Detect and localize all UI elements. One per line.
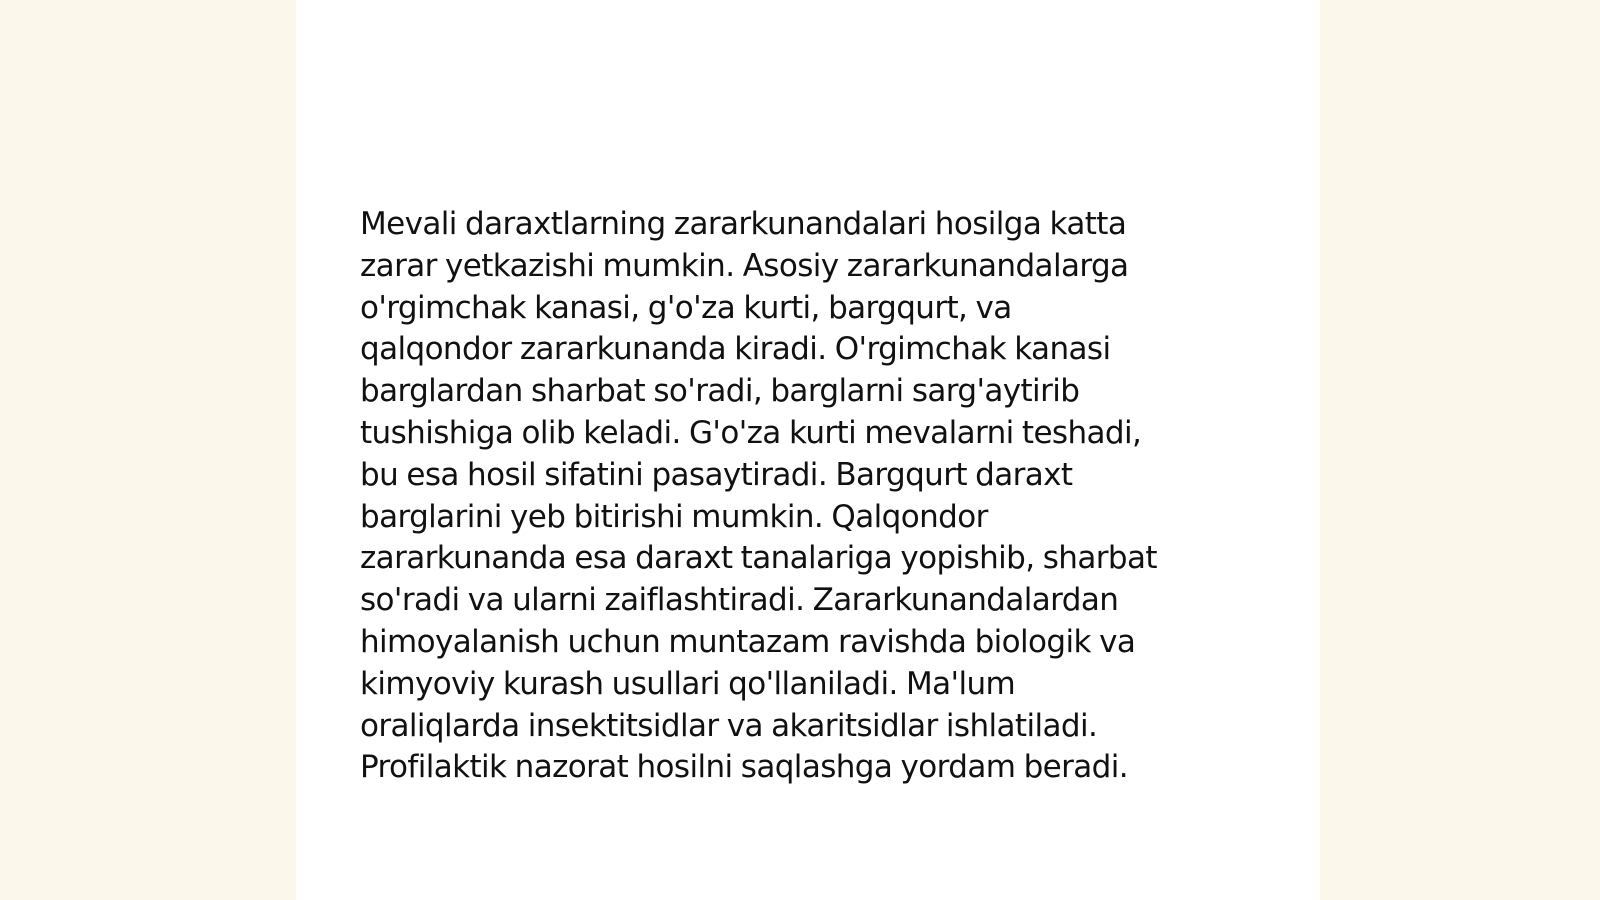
paragraph-line: o'rgimchak kanasi, g'o'za kurti, bargqurt, va bbox=[360, 289, 1012, 326]
body-paragraph bbox=[360, 204, 1260, 789]
paragraph-line: bu esa hosil sifatini pasaytiradi. Bargqurt daraxt bbox=[360, 456, 1073, 493]
paragraph-line: so'radi va ularni zaiflashtiradi. Zararkunandalardan bbox=[360, 582, 1119, 619]
paragraph-line: oraliqlarda insektitsidlar va akaritsidlar ishlatiladi. bbox=[360, 707, 1098, 744]
paragraph-line: zararkunanda esa daraxt tanalariga yopishib, sharbat bbox=[360, 540, 1157, 577]
paragraph-line: kimyoviy kurash usullari qo'llaniladi. Ma'lum bbox=[360, 665, 1016, 702]
paragraph-line: Mevali daraxtlarning zararkunandalari hosilga katta bbox=[360, 206, 1127, 242]
paragraph-line: himoyalanish uchun muntazam ravishda biologik va bbox=[360, 623, 1136, 660]
paragraph-line: zarar yetkazishi mumkin. Asosiy zararkunandalarga bbox=[360, 247, 1129, 284]
paragraph-line: qalqondor zararkunanda kiradi. O'rgimchak kanasi bbox=[360, 331, 1111, 368]
paragraph-line: Profilaktik nazorat hosilni saqlashga yordam beradi. bbox=[360, 749, 1129, 786]
paragraph-line: barglardan sharbat so'radi, barglarni sarg'aytirib bbox=[360, 373, 1080, 410]
document-page bbox=[296, 0, 1320, 900]
paragraph-line: barglarini yeb bitirishi mumkin. Qalqondor bbox=[360, 498, 988, 535]
paragraph-line: tushishiga olib keladi. G'o'za kurti mevalarni teshadi, bbox=[360, 414, 1142, 451]
